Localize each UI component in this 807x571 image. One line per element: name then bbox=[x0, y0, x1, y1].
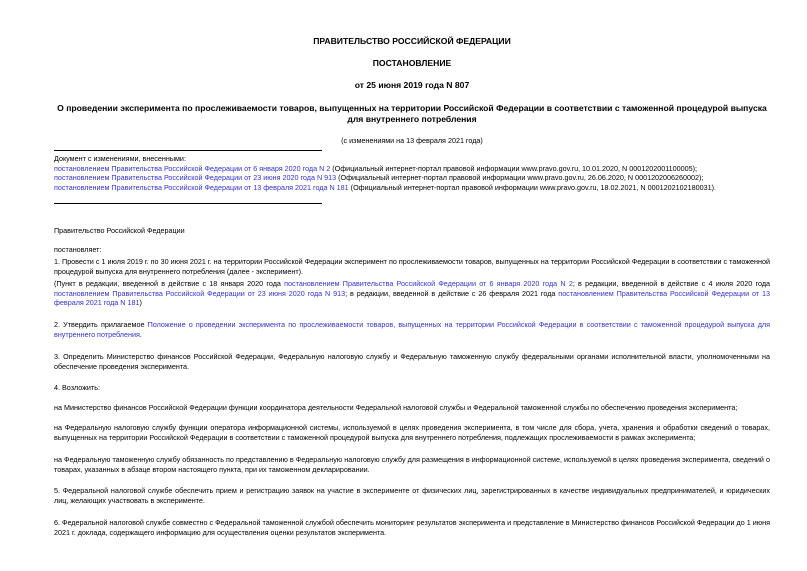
top-divider bbox=[54, 150, 322, 151]
change-item: постановлением Правительства Российской Федерации от 23 июня 2020 года N 913 (Официальный интернет-портал правовой информации www.pravo.gov.ru, 26.06.2020, N 0001202006260002); bbox=[54, 173, 704, 183]
paragraph-4a: на Министерство финансов Российской Федерации функции координатора деятельности Федеральной налоговой службы и Федеральной таможенной службы по обеспечению проведения эксперимента; bbox=[54, 403, 738, 412]
paragraph-5: 5. Федеральной налоговой службе обеспечить прием и регистрацию заявок на участие в эксперименте от физических лиц, зарегистрированных в качестве индивидуальных предпринимателей, и юридических лиц, желающих участвовать в эксперименте. bbox=[54, 486, 770, 505]
regulation-link[interactable]: Положение о проведении эксперимента по прослеживаемости товаров, выпущенных на территории Российской Федерации в соответствии с таможенной процедурой выпуска для внутреннего потребления bbox=[54, 320, 770, 339]
government-line: Правительство Российской Федерации bbox=[54, 226, 185, 235]
date-number: от 25 июня 2019 года N 807 bbox=[354, 80, 470, 90]
note-link-1[interactable]: постановлением Правительства Российской Федерации от 6 января 2020 года N 2 bbox=[284, 279, 573, 288]
paragraph-2: 2. Утвердить прилагаемое Положение о проведении эксперимента по прослеживаемости товаров, выпущенных на территории Российской Федерации в соответствии с таможенной процедурой выпуска для внутреннего потребления. bbox=[54, 320, 770, 339]
bottom-divider bbox=[54, 203, 322, 204]
note-link-2[interactable]: постановлением Правительства Российской Федерации от 23 июня 2020 года N 913 bbox=[54, 288, 346, 298]
document-title: О проведении эксперимента по прослеживаемости товаров, выпущенных на территории Российской Федерации в соответствии с таможенной процедурой выпуска для внутреннего потребления bbox=[57, 103, 767, 124]
paragraph-4: 4. Возложить: bbox=[54, 383, 100, 392]
changes-block bbox=[54, 154, 770, 192]
change-item: постановлением Правительства Российской Федерации от 6 января 2020 года N 2 (Официальный интернет-портал правовой информации www.pravo.gov.ru, 10.01.2020, N 0001202001100005); bbox=[54, 163, 698, 173]
paragraph-4b: на Федеральную налоговую службу функции оператора информационной системы, используемой в целях проведения эксперимента, в том числе для сбора, учета, хранения и обработки сведений о товарах, выпущенных на территории Российской Федерации в соответствии с таможенной процедурой выпуска для внутреннего потребления, подлежащих прослеживаемости в рамках эксперимента; bbox=[54, 423, 770, 442]
paragraph-3: 3. Определить Министерство финансов Российской Федерации, Федеральную налоговую службу и Федеральную таможенную службу федеральными органами исполнительной власти, уполномоченными на обеспечение проведения эксперимента. bbox=[54, 352, 770, 371]
change-link-3[interactable]: постановлением Правительства Российской Федерации от 13 февраля 2021 года N 181 bbox=[54, 182, 349, 192]
revision-note: (с изменениями на 13 февраля 2021 года) bbox=[341, 136, 483, 145]
note-link-3[interactable]: постановлением Правительства Российской Федерации от 13 февраля 2021 года N 181 bbox=[54, 288, 771, 308]
change-link-1[interactable]: постановлением Правительства Российской Федерации от 6 января 2020 года N 2 bbox=[54, 163, 331, 173]
changes-intro: Документ с изменениями, внесенными: bbox=[54, 154, 186, 163]
government-heading: ПРАВИТЕЛЬСТВО РОССИЙСКОЙ ФЕДЕРАЦИИ bbox=[313, 36, 511, 46]
doc-type-heading: ПОСТАНОВЛЕНИЕ bbox=[372, 58, 452, 68]
change-item: постановлением Правительства Российской Федерации от 13 февраля 2021 года N 181 (Официальный интернет-портал правовой информации www.pravo.gov.ru, 18.02.2021, N 0001202102180031). bbox=[54, 182, 716, 192]
paragraph-6: 6. Федеральной налоговой службе совместно с Федеральной таможенной службой обеспечить мониторинг результатов эксперимента и представление в Министерство финансов Российской Федерации до 1 июня 2021 г. доклада, содержащего информацию для осуществления оценки результатов эксперимента. bbox=[54, 518, 770, 537]
paragraph-1-note: (Пункт в редакции, введенной в действие с 18 января 2020 года постановлением Правительства Российской Федерации от 6 января 2020 года N 2; в редакции, введенной в действие с 4 июля 2020 года постановлением Правительства Российской Федерации от 23 июня 2020 года N 913; в редакции, введенной в действие с 26 февраля 2021 года постановлением Правительства Российской Федерации от 13 февраля 2021 года N 181) bbox=[54, 279, 771, 308]
change-link-2[interactable]: постановлением Правительства Российской Федерации от 23 июня 2020 года N 913 bbox=[54, 173, 337, 183]
paragraph-1: 1. Провести с 1 июля 2019 г. по 30 июня 2021 г. на территории Российской Федерации эксперимент по прослеживаемости товаров, выпущенных на территории Российской Федерации в соответствии с таможенной процедурой выпуска для внутреннего потребления (далее - эксперимент). bbox=[54, 257, 770, 276]
paragraph-4c: на Федеральную таможенную службу обязанность по представлению в Федеральную налоговую службу для размещения в информационной системе, используемой в целях проведения эксперимента, сведений о товарах, указанных в абзаце втором настоящего пункта, при их таможенном декларировании. bbox=[54, 455, 770, 474]
decides-line: постановляет: bbox=[54, 245, 102, 254]
